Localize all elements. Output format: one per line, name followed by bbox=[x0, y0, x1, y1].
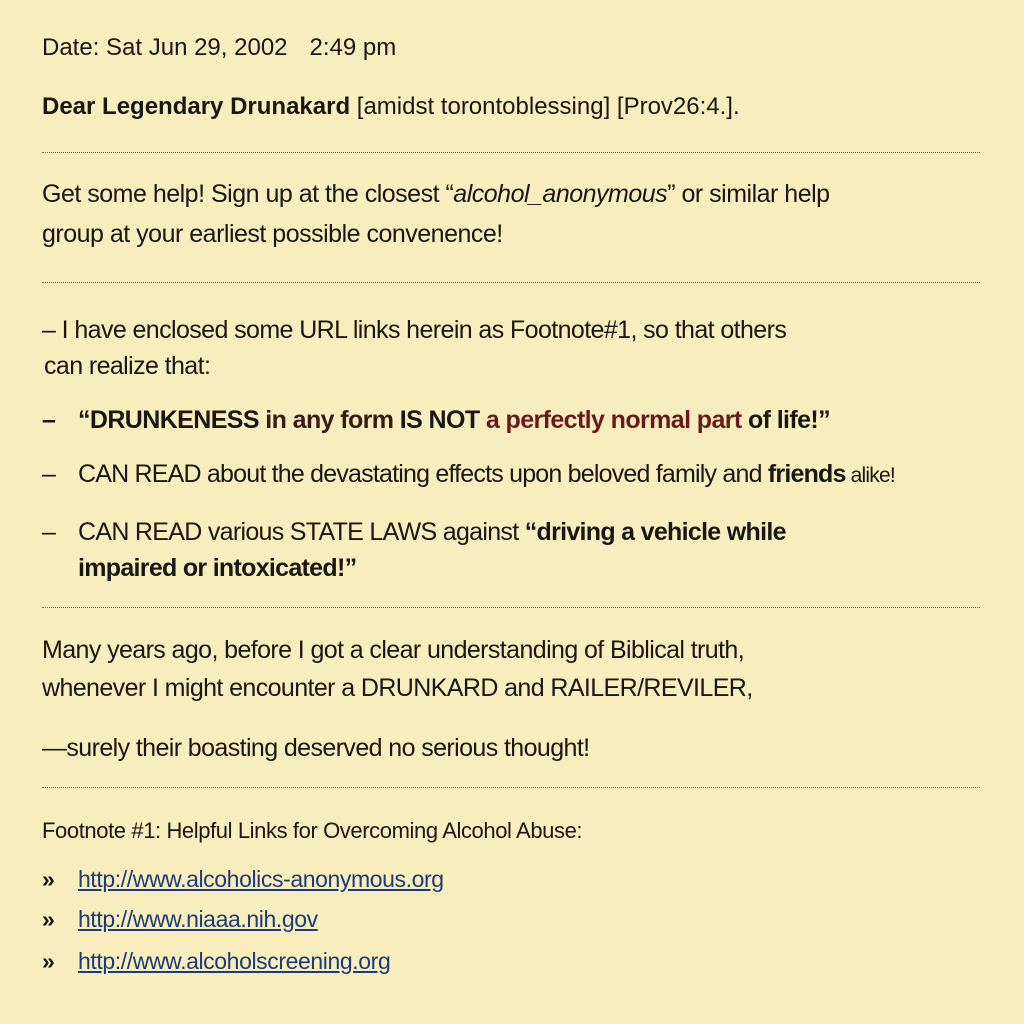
bullet-drunkeness bbox=[42, 406, 830, 435]
dash-bullet: – bbox=[42, 518, 56, 546]
help-paragraph-line-2: group at your earliest possible convenence! bbox=[42, 220, 503, 248]
time-label: 2:49 pm bbox=[309, 34, 397, 61]
bullet-emphasis: “driving a vehicle while bbox=[524, 518, 786, 546]
bullet-text: CAN READ various STATE LAWS against bbox=[78, 518, 525, 546]
link-niaaa[interactable]: http://www.niaaa.nih.gov bbox=[78, 906, 318, 932]
double-chevron-icon: » bbox=[42, 948, 55, 974]
double-chevron-icon: » bbox=[42, 866, 55, 892]
intro-paragraph-line-1: – I have enclosed some URL links herein as Footnote#1, so that others bbox=[42, 316, 787, 344]
bullet-emphasis: friends bbox=[767, 460, 846, 488]
double-chevron-icon: » bbox=[42, 906, 55, 932]
divider bbox=[42, 787, 980, 788]
bullet-text: of life!” bbox=[747, 406, 831, 434]
footnote-link-row bbox=[42, 948, 390, 975]
bullet-emphasis: a perfectly normal part bbox=[485, 406, 748, 434]
divider bbox=[42, 607, 980, 608]
footnote-link-row bbox=[42, 906, 318, 933]
help-text-2: ” or similar help bbox=[667, 180, 830, 208]
greeting-name: Dear Legendary Drunakard bbox=[42, 93, 351, 120]
link-alcoholics-anonymous[interactable]: http://www.alcoholics-anonymous.org bbox=[78, 866, 444, 892]
help-text-1: Get some help! Sign up at the closest “ bbox=[42, 180, 454, 208]
bullet-state-laws bbox=[42, 518, 786, 547]
bullet-text: IS NOT bbox=[399, 406, 486, 434]
date-label: Date: Sat Jun 29, 2002 bbox=[42, 34, 288, 61]
bullet-state-laws-line-2: impaired or intoxicated!” bbox=[78, 554, 357, 582]
divider bbox=[42, 152, 980, 153]
bullet-text: “DRUNKENESS bbox=[78, 406, 266, 434]
story-paragraph-line-3: —surely their boasting deserved no serious thought! bbox=[42, 734, 590, 762]
bullet-text: in any form bbox=[265, 406, 400, 434]
greeting-suffix: [amidst torontoblessing] [Prov26:4.]. bbox=[350, 93, 740, 120]
bullet-effects bbox=[42, 460, 895, 489]
bullet-text: alike! bbox=[845, 464, 895, 487]
dash-bullet: – bbox=[42, 406, 56, 434]
help-paragraph-line-1 bbox=[42, 180, 830, 209]
intro-paragraph-line-2: can realize that: bbox=[44, 352, 211, 380]
link-alcoholscreening[interactable]: http://www.alcoholscreening.org bbox=[78, 948, 391, 974]
footnote-link-row bbox=[42, 866, 444, 893]
story-paragraph-line-1: Many years ago, before I got a clear understanding of Biblical truth, bbox=[42, 636, 745, 664]
story-paragraph-line-2: whenever I might encounter a DRUNKARD and RAILER/REVILER, bbox=[42, 674, 753, 702]
footnote-title: Footnote #1: Helpful Links for Overcoming Alcohol Abuse: bbox=[42, 818, 583, 843]
help-group-name: alcohol_anonymous bbox=[453, 180, 668, 208]
dash-bullet: – bbox=[42, 460, 56, 488]
greeting-line bbox=[42, 93, 740, 121]
divider bbox=[42, 282, 980, 283]
date-line bbox=[42, 34, 396, 62]
bullet-text: CAN READ about the devastating effects upon beloved family and bbox=[78, 460, 768, 488]
